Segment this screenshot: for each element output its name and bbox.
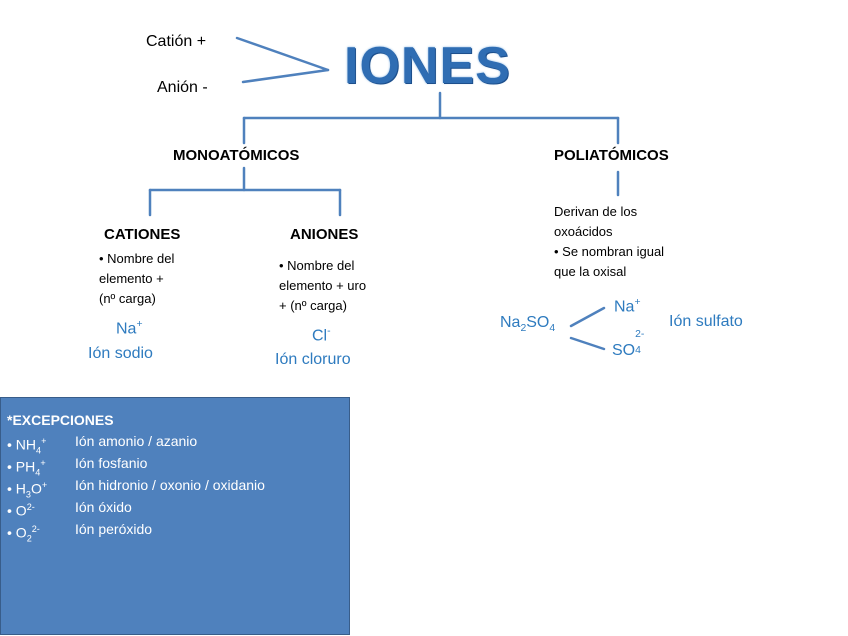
aniones-rule-line2: elemento + uro: [279, 278, 367, 293]
bullet: •: [7, 480, 16, 497]
formula-base: H: [15, 480, 26, 497]
poli-rule-line4: que la oxisal: [554, 264, 627, 279]
salt-na: Na: [500, 314, 521, 331]
aniones-rule-line1: • Nombre del: [279, 258, 355, 273]
formula-charge: +: [41, 436, 47, 446]
formula-charge: +: [634, 297, 641, 308]
poli-anion-name: Ión sulfato: [669, 313, 743, 330]
cationes-rule-line3: (nº carga): [99, 291, 156, 306]
aniones-rule: [279, 256, 366, 316]
anion-example-formula: [312, 326, 331, 345]
poliatomicos-heading: POLIATÓMICOS: [554, 147, 669, 164]
salt-so: SO: [526, 314, 550, 331]
excepciones-heading: *EXCEPCIONES: [7, 412, 114, 428]
anion-connector: [243, 70, 328, 82]
cationes-rule-line2: elemento +: [99, 271, 164, 286]
cation-connector: [237, 38, 328, 70]
poliatomicos-rule: [554, 202, 664, 282]
bullet: •: [7, 502, 16, 519]
salt-formula: [500, 314, 555, 334]
formula-base: Na: [116, 320, 137, 338]
main-title: IONES: [344, 37, 511, 95]
aniones-heading: ANIONES: [290, 226, 359, 243]
formula-charge: -: [327, 326, 331, 337]
poli-rule-line1: Derivan de los: [554, 204, 638, 219]
excepcion-item: [7, 474, 349, 500]
formula-subscript: 4: [36, 445, 42, 456]
cation-example-formula: [116, 319, 143, 338]
formula-base: O: [30, 480, 42, 497]
salt-to-anion: [571, 338, 604, 349]
formula-base: Cl: [312, 327, 328, 345]
excepciones-box: [0, 397, 350, 635]
formula-base: PH: [15, 458, 36, 475]
excepcion-item: [7, 430, 349, 456]
excepcion-item: [7, 518, 349, 544]
excepcion-item: [7, 452, 349, 478]
cation-example-name: Ión sodio: [88, 345, 153, 362]
excepcion-name: Ión óxido: [75, 499, 132, 515]
cationes-rule-line1: • Nombre del: [99, 251, 175, 266]
formula-charge: 2-: [31, 524, 40, 534]
anion-example-name: Ión cloruro: [275, 351, 351, 368]
excepciones-list: [7, 430, 349, 544]
excepcion-name: Ión peróxido: [75, 521, 153, 537]
formula-base: O: [15, 502, 27, 519]
salt-so-sub: 4: [549, 323, 556, 335]
poli-rule-line3: • Se nombran igual: [554, 244, 665, 259]
formula-subscript: 2: [26, 533, 32, 544]
aniones-rule-line3: + (nº carga): [279, 298, 347, 313]
formula-charge: 2-: [635, 329, 645, 340]
poli-cation-formula: [614, 297, 641, 316]
cationes-rule: [99, 249, 174, 309]
poli-anion-formula: [612, 329, 649, 360]
cationes-heading: CATIONES: [104, 226, 181, 243]
formula-base: O: [15, 524, 27, 541]
formula-subscript: 3: [25, 489, 31, 500]
excepcion-formula: [7, 518, 40, 549]
formula-subscript: 4: [35, 467, 41, 478]
formula-charge: +: [40, 458, 46, 468]
formula-subscript: 4: [635, 345, 641, 356]
excepcion-name: Ión amonio / azanio: [75, 433, 198, 449]
anion-label: Anión -: [157, 79, 208, 96]
formula-charge: +: [41, 480, 48, 490]
excepcion-name: Ión hidronio / oxonio / oxidanio: [75, 477, 265, 493]
bullet: •: [7, 524, 16, 541]
salt-to-cation: [571, 308, 604, 326]
formula-charge: +: [136, 319, 143, 330]
monoatomicos-heading: MONOATÓMICOS: [173, 147, 300, 164]
formula-charge: 2-: [26, 502, 35, 512]
salt-na-sub: 2: [520, 323, 527, 335]
poli-rule-line2: oxoácidos: [554, 224, 613, 239]
excepcion-name: Ión fosfanio: [75, 455, 148, 471]
formula-base: SO: [612, 342, 636, 359]
formula-base: Na: [614, 298, 635, 316]
excepcion-item: [7, 496, 349, 518]
bullet: •: [7, 436, 16, 453]
cation-label: Catión +: [146, 33, 207, 50]
formula-base: NH: [15, 436, 37, 453]
bullet: •: [7, 458, 16, 475]
